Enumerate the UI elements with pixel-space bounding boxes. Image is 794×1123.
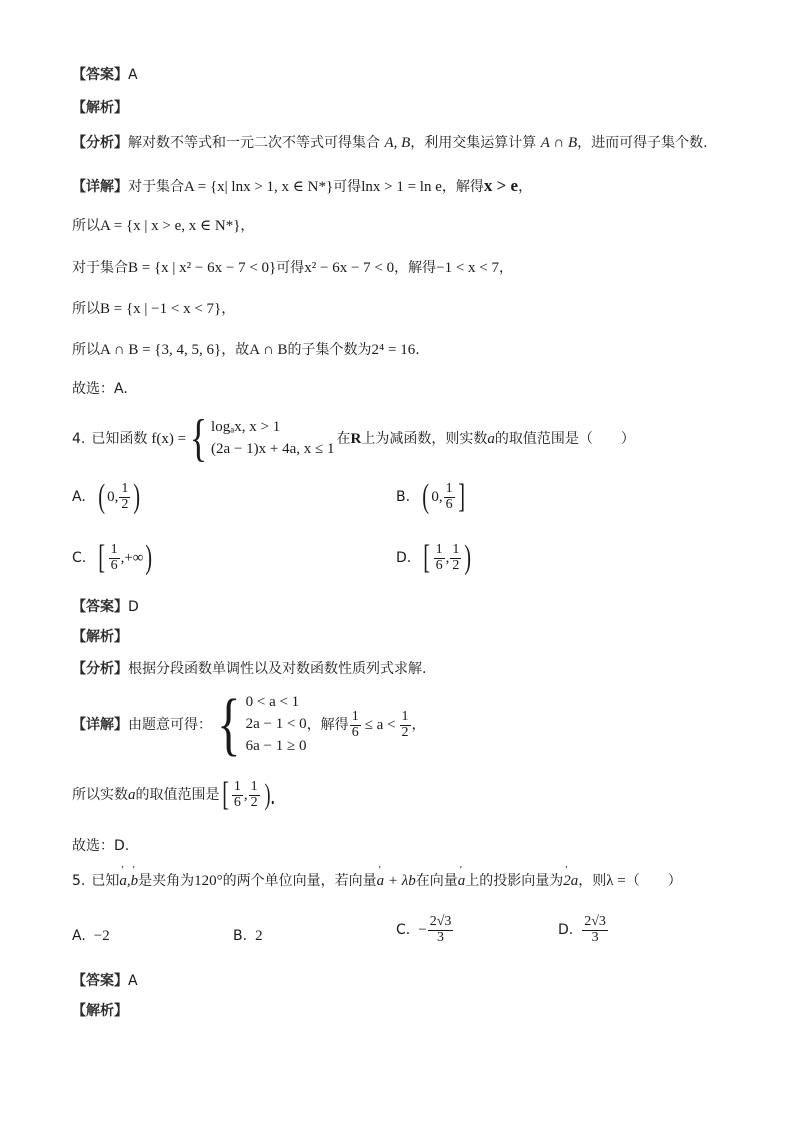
answer-tag: 【答案】 bbox=[72, 67, 128, 83]
left-brace: { bbox=[189, 410, 208, 467]
question-number: 5. bbox=[72, 873, 86, 889]
vector-a: ʹ a bbox=[119, 874, 127, 889]
question-text: 在 bbox=[336, 431, 351, 447]
detail-text: ， bbox=[499, 260, 514, 276]
analysis-heading-4 bbox=[72, 630, 128, 644]
detail-text: 所以 bbox=[72, 301, 100, 317]
option-label: A. bbox=[72, 489, 86, 505]
analysis-tag: 【解析】 bbox=[72, 1003, 128, 1019]
question-number: 4. bbox=[72, 431, 86, 447]
question-text: 已知 bbox=[91, 873, 120, 889]
math-subset-count: 2⁴ = 16 bbox=[371, 342, 416, 358]
option-label: D. bbox=[558, 922, 574, 939]
math-range-x: −1 < x < 7 bbox=[436, 260, 500, 276]
detail-text: 的子集个数为 bbox=[287, 342, 372, 358]
math-set-ab: A, B bbox=[384, 135, 411, 151]
detail-text: 对于集合 bbox=[128, 179, 184, 195]
vector-expression: ʹ a + λb bbox=[377, 874, 416, 889]
question-text: 的取值范围是（ ） bbox=[494, 431, 635, 447]
option-value: 0, bbox=[431, 488, 443, 505]
detail-text: 由题意可得： bbox=[128, 717, 212, 733]
question-text: 上为减函数，则实数 bbox=[361, 431, 488, 447]
detail-text: ，故 bbox=[221, 342, 250, 358]
analysis-tag: 【解析】 bbox=[72, 629, 128, 645]
option-label: C. bbox=[72, 550, 87, 566]
lambda-eq: λ = bbox=[606, 873, 626, 889]
fenxi-text: 根据分段函数单调性以及对数函数性质列式求解. bbox=[128, 661, 427, 677]
piecewise-cases bbox=[211, 417, 334, 461]
detail-text: 的取值范围是 bbox=[135, 787, 220, 803]
question-text: 在向量 bbox=[415, 873, 458, 889]
math-intersection: A ∩ B bbox=[540, 135, 578, 151]
option-d[interactable] bbox=[558, 915, 609, 945]
detail-text: 所以实数 bbox=[72, 787, 128, 803]
bracket-left: [ bbox=[423, 539, 431, 576]
detail-text: ， bbox=[411, 717, 426, 733]
paren-right: ) bbox=[145, 539, 153, 576]
question-text: 已知函数 bbox=[91, 431, 148, 447]
option-value: −2 bbox=[93, 928, 110, 944]
fenxi-line-4 bbox=[72, 662, 426, 676]
choose-text: 故选：A. bbox=[72, 381, 128, 397]
math-quad-ineq: x² − 6x − 7 < 0 bbox=[304, 260, 395, 276]
detail-text: ， bbox=[221, 301, 236, 317]
detail-text: 所以 bbox=[72, 218, 100, 234]
vector-2a: ʹ 2a bbox=[563, 874, 578, 889]
var-a: a bbox=[487, 430, 495, 447]
case-2: (2a − 1)x + 4a, x ≤ 1 bbox=[211, 441, 335, 457]
answer-tag: 【答案】 bbox=[72, 599, 128, 615]
comma: , bbox=[243, 786, 248, 803]
fenxi-text: 解对数不等式和一元二次不等式可得集合 bbox=[128, 135, 380, 151]
detail-text: ，解得 bbox=[394, 260, 437, 276]
question-text: 上的投影向量为 bbox=[465, 873, 564, 889]
sys-line-3: 6a − 1 ≥ 0 bbox=[245, 737, 307, 754]
option-value: 0, bbox=[107, 488, 119, 505]
var-a: a bbox=[128, 786, 136, 803]
answer-line-4 bbox=[72, 600, 139, 614]
answer-line-5 bbox=[72, 974, 138, 988]
vector-a: ʹ a bbox=[458, 874, 466, 889]
option-label: A. bbox=[72, 928, 86, 944]
analysis-heading-3 bbox=[72, 101, 128, 115]
math-set-b: B = {x | −1 < x < 7} bbox=[100, 301, 222, 317]
detail-line-5 bbox=[72, 343, 420, 358]
answer-value: A bbox=[128, 973, 138, 989]
math-set-b-def: B = {x | x² − 6x − 7 < 0} bbox=[128, 260, 277, 276]
choose-line-3 bbox=[72, 382, 128, 396]
xiangjie-tag: 【详解】 bbox=[72, 717, 128, 733]
fenxi-text: ，利用交集运算计算 bbox=[410, 135, 537, 151]
math-x-gt-e: x > e bbox=[483, 176, 519, 195]
detail-text: ， bbox=[518, 179, 533, 195]
math-set-a: A = {x | x > e, x ∈ N*} bbox=[100, 218, 241, 234]
fenxi-text: ，进而可得子集个数. bbox=[577, 135, 708, 151]
detail-line-2 bbox=[72, 219, 254, 234]
math-ineq: ≤ a < bbox=[364, 716, 396, 733]
option-b[interactable] bbox=[396, 480, 467, 514]
paren-right: ). bbox=[264, 778, 275, 811]
answer-value: A bbox=[128, 67, 138, 83]
case-1: logₐx, x > 1 bbox=[211, 419, 281, 436]
option-label: D. bbox=[396, 550, 412, 566]
minus-sign: − bbox=[418, 921, 427, 938]
question-text: ，则 bbox=[578, 873, 607, 889]
fraction: $\frac{2√3}{3}$ bbox=[584, 914, 606, 945]
option-label: B. bbox=[233, 928, 248, 944]
math-intersection: A ∩ B bbox=[249, 342, 288, 358]
detail-line-4 bbox=[72, 302, 235, 317]
detail-text: . bbox=[415, 342, 420, 358]
inequality-system bbox=[246, 692, 307, 757]
detail-line-q4 bbox=[72, 686, 426, 763]
sys-line-1: 0 < a < 1 bbox=[245, 694, 300, 711]
choose-text: 故选：D. bbox=[72, 838, 130, 854]
analysis-tag: 【解析】 bbox=[72, 100, 128, 116]
paren-left: ( bbox=[422, 478, 430, 515]
angle-value: 120° bbox=[194, 873, 223, 889]
option-a[interactable] bbox=[72, 928, 110, 945]
real-set-R: R bbox=[350, 430, 362, 447]
comma: , bbox=[126, 873, 131, 889]
fenxi-line-3 bbox=[72, 136, 708, 151]
left-brace: { bbox=[217, 686, 241, 763]
math-func-name: f(x) = bbox=[151, 430, 187, 447]
question-text: 的两个单位向量，若向量 bbox=[222, 873, 377, 889]
option-label: C. bbox=[396, 922, 411, 939]
option-label: B. bbox=[396, 489, 411, 505]
bracket-left: [ bbox=[221, 776, 229, 813]
fraction: $\frac{1}{6}$ bbox=[351, 708, 359, 740]
sys-line-2: 2a − 1 < 0 bbox=[245, 716, 307, 733]
option-a[interactable] bbox=[72, 480, 143, 514]
bracket-left: [ bbox=[98, 539, 106, 576]
choose-line-4 bbox=[72, 839, 129, 853]
comma: , bbox=[445, 549, 450, 566]
fraction: $\frac{1}{2}$ bbox=[452, 541, 460, 573]
xiangjie-tag: 【详解】 bbox=[72, 179, 128, 195]
question-4 bbox=[72, 410, 635, 467]
fraction: $\frac{1}{6}$ bbox=[435, 541, 443, 573]
question-text: （ ） bbox=[625, 873, 682, 889]
paren-right: ) bbox=[133, 478, 141, 515]
math-intersection-result: A ∩ B = {3, 4, 5, 6} bbox=[100, 342, 222, 358]
option-d[interactable] bbox=[396, 541, 474, 575]
fenxi-tag: 【分析】 bbox=[72, 661, 128, 677]
detail-line-1 bbox=[72, 177, 532, 195]
fraction: $\frac{1}{2}$ bbox=[401, 708, 409, 740]
fraction: $\frac{1}{6}$ bbox=[445, 480, 453, 512]
answer-value: D bbox=[128, 599, 139, 615]
fraction: $\frac{1}{2}$ bbox=[250, 778, 258, 810]
fraction: $\frac{2√3}{3}$ bbox=[429, 914, 452, 945]
detail-text: 可得 bbox=[333, 179, 362, 195]
detail-text: ，解得 bbox=[441, 179, 484, 195]
paren-left: ( bbox=[98, 478, 105, 515]
analysis-heading-5 bbox=[72, 1004, 128, 1018]
detail-line-3 bbox=[72, 261, 513, 276]
detail-text: ， bbox=[240, 218, 255, 234]
range-line-q4 bbox=[72, 778, 278, 812]
math-set-a-def: A = {x| lnx > 1, x ∈ N*} bbox=[184, 179, 334, 195]
question-5 bbox=[72, 874, 682, 889]
fraction: $\frac{1}{6}$ bbox=[110, 541, 118, 573]
option-value: ,+∞ bbox=[120, 549, 144, 566]
bracket-right: ] bbox=[457, 478, 465, 515]
answer-line-3 bbox=[72, 68, 138, 82]
option-value: 2 bbox=[255, 928, 263, 944]
detail-text: 可得 bbox=[276, 260, 305, 276]
fraction: $\frac{1}{6}$ bbox=[233, 778, 241, 810]
option-c[interactable] bbox=[396, 915, 454, 945]
fraction: $\frac{1}{2}$ bbox=[121, 480, 129, 512]
answer-tag: 【答案】 bbox=[72, 973, 128, 989]
detail-text: 对于集合 bbox=[72, 260, 128, 276]
vector-b: ʹ b bbox=[131, 874, 139, 889]
detail-text: 所以 bbox=[72, 342, 100, 358]
math-ln-ineq: lnx > 1 = ln e bbox=[361, 179, 442, 195]
option-c[interactable] bbox=[72, 541, 155, 575]
option-b[interactable] bbox=[233, 928, 263, 945]
detail-text: ，解得 bbox=[306, 717, 349, 733]
fenxi-tag: 【分析】 bbox=[72, 135, 128, 151]
paren-right: ) bbox=[464, 539, 472, 576]
question-text: 是夹角为 bbox=[138, 873, 195, 889]
